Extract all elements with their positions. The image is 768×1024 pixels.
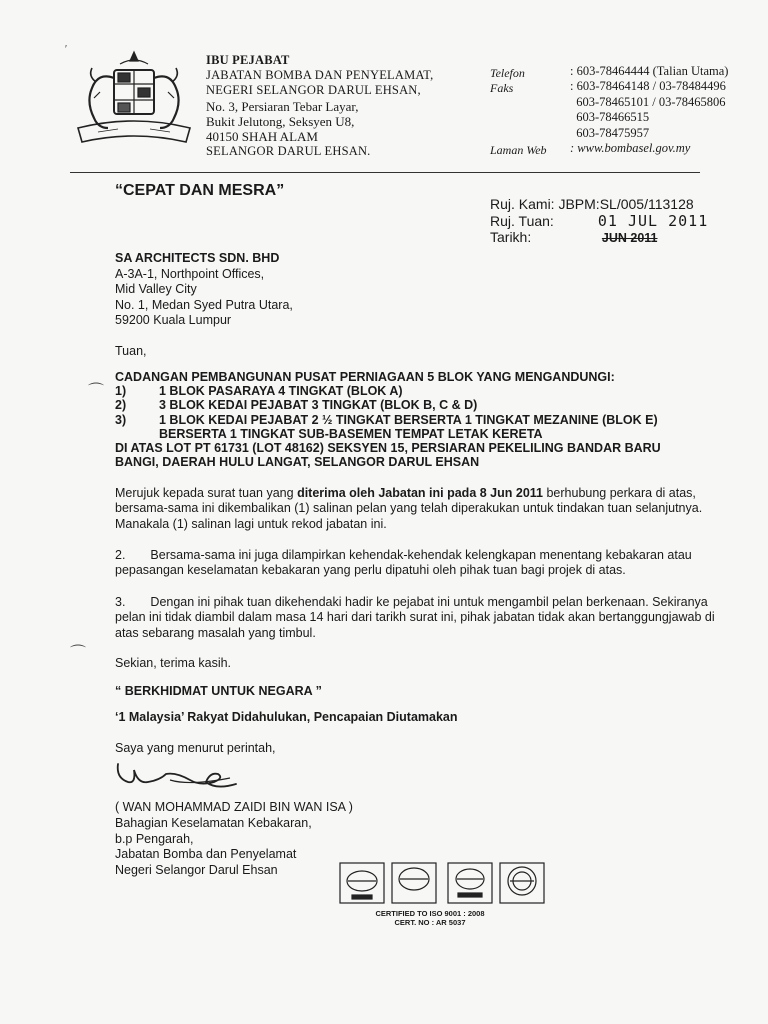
paragraph-text: Merujuk kepada surat tuan yang xyxy=(115,486,298,500)
signatory-line: Negeri Selangor Darul Ehsan xyxy=(115,863,278,878)
recipient-line: Mid Valley City xyxy=(115,282,197,297)
department-motto: “CEPAT DAN MESRA” xyxy=(115,182,285,199)
signatory-name: ( WAN MOHAMMAD ZAIDI BIN WAN ISA ) xyxy=(115,800,353,814)
contact-label xyxy=(490,128,547,143)
subject-heading: CADANGAN PEMBANGUNAN PUSAT PERNIAGAAN 5 BLOK YANG MENGANDUNGI: xyxy=(115,370,615,384)
office-line: SELANGOR DARUL EHSAN. xyxy=(206,144,371,159)
our-ref-value: JBPM:SL/005/113128 xyxy=(558,196,694,212)
slogan-national: “ BERKHIDMAT UNTUK NEGARA ” xyxy=(115,684,322,698)
iqnet-logo xyxy=(500,863,544,903)
office-line: NEGERI SELANGOR DARUL EHSAN, xyxy=(206,83,421,98)
signatory-line: Jabatan Bomba dan Penyelamat xyxy=(115,847,297,862)
our-reference xyxy=(490,196,708,213)
paragraph-3: 3. Dengan ini pihak tuan dikehendaki hadir ke pejabat ini untuk mengambil pelan berkenaan. Sekiranya pelan ini tidak diambil dalam masa 14 hari dari tarikh surat ini, pihak jabatan tidak akan bertanggungjawab di atas sebarang masalah yang timbul. xyxy=(115,595,715,640)
recipient-line: 59200 Kuala Lumpur xyxy=(115,313,232,328)
paragraph-2: 2. Bersama-sama ini juga dilampirkan kehendak-kehendak kelengkapan menentang kebakaran atau pepasangan keselamatan kebakaran yang perlu dipatuhi oleh pihak tuan bagi projek di atas. xyxy=(115,548,692,578)
item-number: 1) xyxy=(115,384,127,399)
quality-system-logo xyxy=(340,863,384,903)
certification-logos xyxy=(338,861,548,905)
date-label: Tarikh: xyxy=(490,229,532,245)
subject-item xyxy=(115,398,661,412)
iso-cert-line: CERTIFIED TO ISO 9001 : 2008 xyxy=(375,909,485,918)
contact-label xyxy=(490,97,547,112)
website-value: : www.bombasel.gov.my xyxy=(570,141,691,156)
date-line xyxy=(490,229,708,247)
office-line: No. 3, Persiaran Tebar Layar, xyxy=(206,98,359,114)
date-stamp: 01 JUL 2011 xyxy=(597,211,709,230)
quality-system-logo-2 xyxy=(448,863,492,903)
signatory-line: Bahagian Keselamatan Kebakaran, xyxy=(115,815,312,830)
salutation: Tuan, xyxy=(115,344,147,358)
office-line: Bukit Jelutong, Seksyen U8, xyxy=(206,113,355,129)
item-text: 3 BLOK KEDAI PEJABAT 3 TINGKAT (BLOK B, C & D) xyxy=(159,398,478,413)
subject-item xyxy=(115,384,661,398)
margin-mark: ⌒ xyxy=(88,383,105,400)
our-ref-label: Ruj. Kami: xyxy=(490,196,555,212)
signatory-line: b.p Pengarah, xyxy=(115,831,194,846)
subject-item xyxy=(115,413,661,427)
office-address-block xyxy=(206,53,434,159)
item-text: 1 BLOK KEDAI PEJABAT 2 ½ TINGKAT BERSERTA 1 TINGKAT MEZANINE (BLOK E) xyxy=(159,412,658,427)
margin-mark: ⌒ xyxy=(70,645,87,662)
item-text: 1 BLOK PASARAYA 4 TINGKAT (BLOK A) xyxy=(159,384,403,399)
date-value: JUN 2011 xyxy=(601,231,658,245)
subject-item-continuation: BERSERTA 1 TINGKAT SUB-BASEMEN TEMPAT LETAK KERETA xyxy=(159,426,543,441)
by-order-line: Saya yang menurut perintah, xyxy=(115,741,276,755)
office-line: 40150 SHAH ALAM xyxy=(206,129,318,145)
recipient-company: SA ARCHITECTS SDN. BHD xyxy=(115,251,280,265)
malaysia-coat-of-arms-logo xyxy=(70,48,198,158)
paragraph-1 xyxy=(115,486,715,532)
recipient-address xyxy=(115,251,293,329)
contact-values xyxy=(570,64,728,156)
signatory-block xyxy=(115,800,353,879)
slogan-1malaysia: ‘1 Malaysia’ Rakyat Didahulukan, Pencapaian Diutamakan xyxy=(115,710,458,724)
office-line: JABATAN BOMBA DAN PENYELAMAT, xyxy=(206,68,434,83)
recipient-line: No. 1, Medan Syed Putra Utara, xyxy=(115,297,293,312)
fax-label: Faks xyxy=(490,81,514,96)
contact-label xyxy=(490,112,547,127)
iso-certification xyxy=(365,909,495,927)
office-line: IBU PEJABAT xyxy=(206,53,290,67)
fax-value: 603-78465101 / 03-78465806 xyxy=(570,94,726,109)
phone-label: Telefon xyxy=(490,66,525,80)
paragraph-emphasis: diterima oleh Jabatan ini pada 8 Jun 2011 xyxy=(297,486,543,500)
fax-value: 603-78466515 xyxy=(570,110,650,125)
item-number: 2) xyxy=(115,398,127,413)
paragraph-text: berhubung perkara di atas, bersama-sama ini dikembalikan (1) salinan pelan yang telah diperakukan untuk tindakan tuan selanjutnya. Manakala (1) salinan lagi untuk rekod jabatan ini. xyxy=(115,486,703,531)
subject-location: BANGI, DAERAH HULU LANGAT, SELANGOR DARUL EHSAN xyxy=(115,455,480,470)
reference-block xyxy=(490,196,708,247)
subject-block xyxy=(115,370,661,469)
recipient-line: A-3A-1, Northpoint Offices, xyxy=(115,266,265,281)
margin-mark: ′ xyxy=(65,44,67,55)
iso-cert-number: CERT. NO : AR 5037 xyxy=(394,918,466,927)
standards-logo xyxy=(392,863,436,903)
fax-value: : 603-78464148 / 03-78484496 xyxy=(570,79,726,94)
your-ref-label: Ruj. Tuan: xyxy=(490,212,554,229)
contact-labels xyxy=(490,66,547,158)
phone-value: : 603-78464444 (Talian Utama) xyxy=(570,64,729,78)
website-label: Laman Web xyxy=(490,142,547,157)
header-divider xyxy=(70,172,700,173)
subject-location: DI ATAS LOT PT 61731 (LOT 48162) SEKSYEN 15, PERSIARAN PEKELILING BANDAR BARU xyxy=(115,441,661,456)
your-reference xyxy=(490,213,708,230)
closing-line: Sekian, terima kasih. xyxy=(115,656,232,670)
fax-value: 603-78475957 xyxy=(570,125,650,140)
item-number: 3) xyxy=(115,412,127,427)
